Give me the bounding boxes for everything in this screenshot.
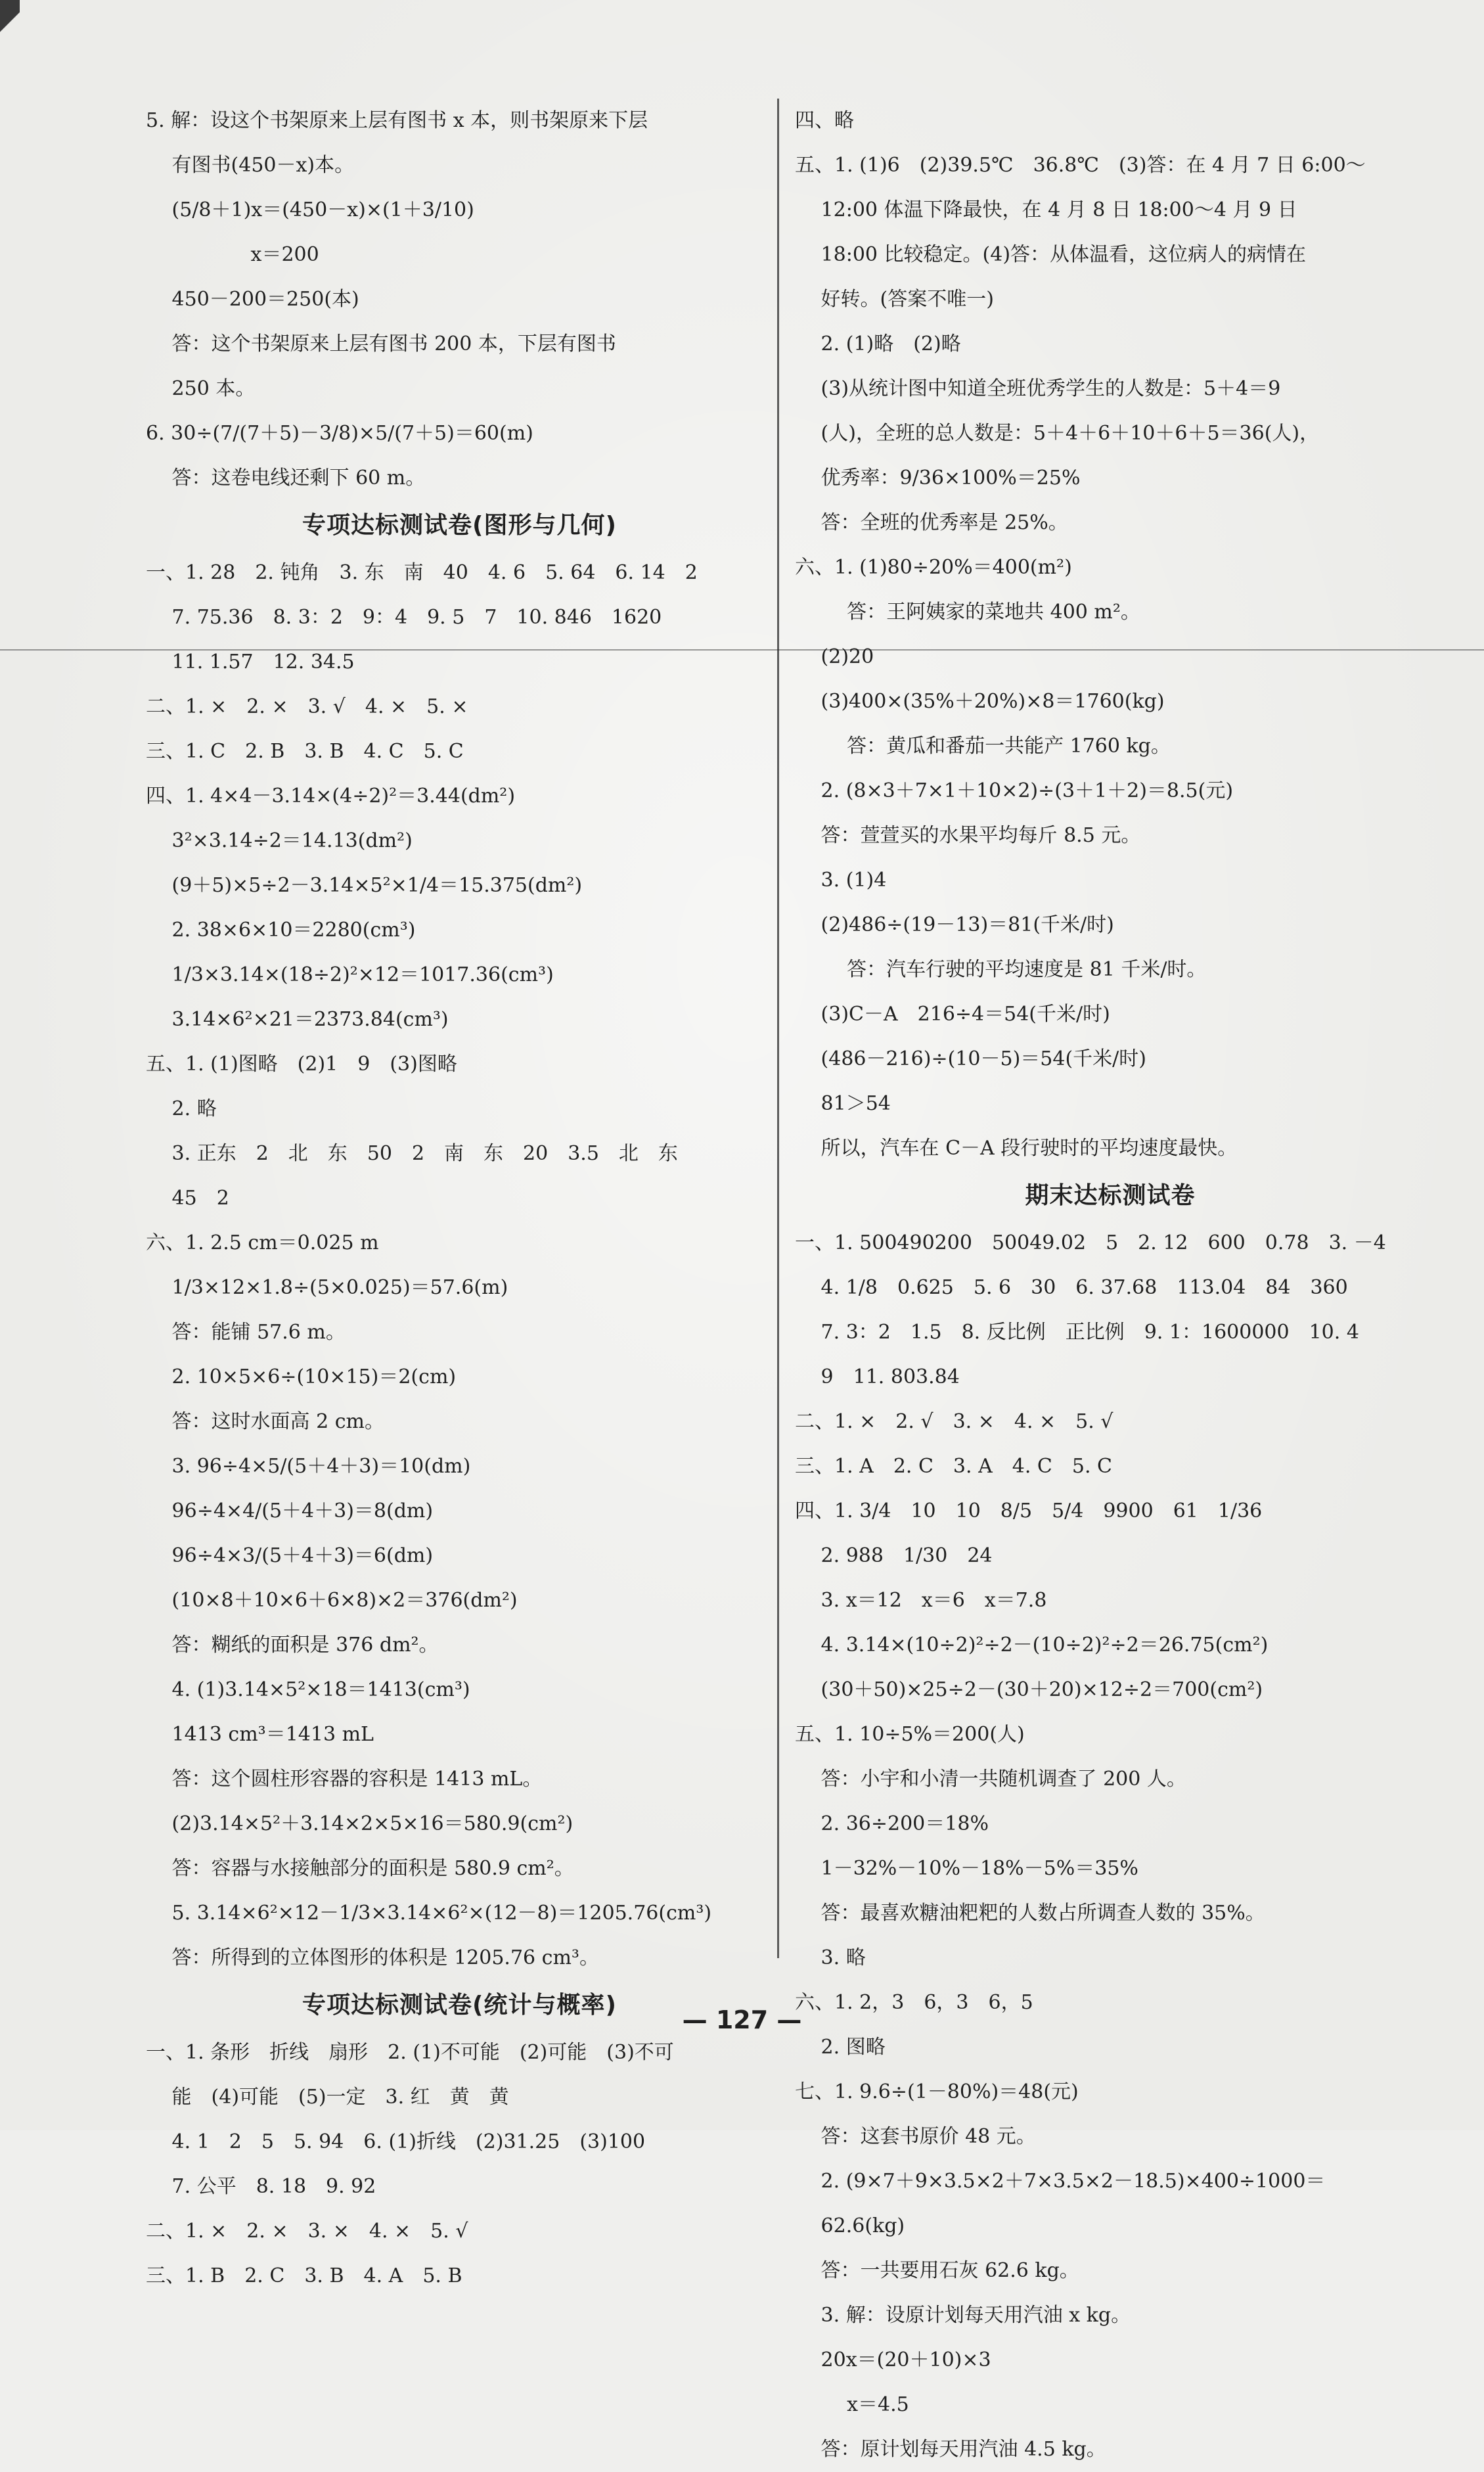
- answer-line: 四、1. 3/4 10 10 8/5 5/4 9900 61 1/36: [795, 1499, 1263, 1522]
- answer-line: 7. 3：2 1.5 8. 反比例 正比例 9. 1：1600000 10. 4: [795, 1321, 1359, 1344]
- answer-line: 9 11. 803.84: [795, 1365, 960, 1388]
- answer-line: 三、1. C 2. B 3. B 4. C 5. C: [146, 740, 464, 763]
- answer-line: 答：王阿姨家的菜地共 400 m²。: [795, 601, 1140, 624]
- answer-line: 2. (1)略 (2)略: [795, 332, 961, 355]
- answer-line: 450－200＝250(本): [146, 288, 359, 311]
- answer-line: x＝200: [146, 243, 319, 266]
- answer-line: 五、1. (1)图略 (2)1 9 (3)图略: [146, 1053, 457, 1076]
- answer-line: 2. 略: [146, 1097, 217, 1120]
- answer-line: 1/3×12×1.8÷(5×0.025)＝57.6(m): [146, 1276, 508, 1299]
- answer-line: 答：所得到的立体图形的体积是 1205.76 cm³。: [146, 1946, 599, 1969]
- section-heading: 专项达标测试卷(图形与几何): [302, 512, 617, 539]
- answer-line: 好转。(答案不唯一): [795, 288, 994, 311]
- answer-line: (10×8＋10×6＋6×8)×2＝376(dm²): [146, 1589, 518, 1612]
- answer-line: 答：黄瓜和番茄一共能产 1760 kg。: [795, 735, 1171, 758]
- answer-line: 2. 38×6×10＝2280(cm³): [146, 919, 416, 942]
- answer-line: 三、1. B 2. C 3. B 4. A 5. B: [146, 2264, 462, 2287]
- answer-line: 1－32%－10%－18%－5%＝35%: [795, 1857, 1138, 1880]
- answer-line: 3. 正东 2 北 东 50 2 南 东 20 3.5 北 东: [146, 1142, 678, 1165]
- answer-line: 答：糊纸的面积是 376 dm²。: [146, 1634, 439, 1657]
- answer-line: (2)3.14×5²＋3.14×2×5×16＝580.9(cm²): [146, 1812, 573, 1835]
- answer-line: (2)486÷(19－13)＝81(千米/时): [795, 913, 1114, 936]
- answer-line: 二、1. × 2. √ 3. × 4. × 5. √: [795, 1410, 1113, 1433]
- answer-line: 81＞54: [795, 1092, 891, 1115]
- answer-line: 答：汽车行驶的平均速度是 81 千米/时。: [795, 958, 1207, 981]
- answer-line: 一、1. 28 2. 钝角 3. 东 南 40 4. 6 5. 64 6. 14 2: [146, 561, 698, 584]
- answer-line: 6. 30÷(7/(7＋5)－3/8)×5/(7＋5)＝60(m): [146, 422, 533, 445]
- answer-line: 答：全班的优秀率是 25%。: [795, 511, 1068, 534]
- answer-line: 11. 1.57 12. 34.5: [146, 651, 355, 674]
- answer-line: x＝4.5: [795, 2393, 909, 2416]
- scan-corner-mark: [0, 0, 20, 59]
- answer-line: 4. 1/8 0.625 5. 6 30 6. 37.68 113.04 84 360: [795, 1276, 1348, 1299]
- answer-line: 2. 图略: [795, 2036, 886, 2059]
- answer-line: (3)400×(35%＋20%)×8＝1760(kg): [795, 690, 1165, 713]
- answer-line: 7. 公平 8. 18 9. 92: [146, 2175, 376, 2198]
- answer-line: 答：这个圆柱形容器的容积是 1413 mL。: [146, 1768, 543, 1791]
- answer-line: 4. 3.14×(10÷2)²÷2－(10÷2)²÷2＝26.75(cm²): [795, 1634, 1269, 1657]
- answer-line: 答：一共要用石灰 62.6 kg。: [795, 2259, 1079, 2282]
- answer-line: 答：萱萱买的水果平均每斤 8.5 元。: [795, 824, 1141, 847]
- answer-line: 五、1. 10÷5%＝200(人): [795, 1723, 1025, 1746]
- answer-line: 答：这时水面高 2 cm。: [146, 1410, 384, 1433]
- section-heading: 专项达标测试卷(统计与概率): [302, 1992, 617, 2019]
- answer-line: 3²×3.14÷2＝14.13(dm²): [146, 829, 413, 852]
- answer-line: 一、1. 条形 折线 扇形 2. (1)不可能 (2)可能 (3)不可: [146, 2041, 674, 2064]
- section-heading: 期末达标测试卷: [1025, 1182, 1196, 1209]
- answer-line: (9＋5)×5÷2－3.14×5²×1/4＝15.375(dm²): [146, 874, 583, 897]
- answer-line: 96÷4×4/(5＋4＋3)＝8(dm): [146, 1499, 434, 1522]
- answer-line: (3)从统计图中知道全班优秀学生的人数是：5＋4＝9: [795, 377, 1281, 400]
- answer-line: 96÷4×3/(5＋4＋3)＝6(dm): [146, 1544, 434, 1567]
- answer-line: (2)20: [795, 645, 874, 668]
- answer-line: 2. (9×7＋9×3.5×2＋7×3.5×2－18.5)×400÷1000＝: [795, 2170, 1326, 2193]
- answer-line: 一、1. 500490200 50049.02 5 2. 12 600 0.78 3. －4: [795, 1231, 1386, 1254]
- answer-line: 4. (1)3.14×5²×18＝1413(cm³): [146, 1678, 470, 1701]
- answer-line: 2. (8×3＋7×1＋10×2)÷(3＋1＋2)＝8.5(元): [795, 779, 1234, 802]
- answer-line: 62.6(kg): [795, 2214, 905, 2237]
- answer-line: 二、1. × 2. × 3. √ 4. × 5. ×: [146, 695, 468, 718]
- answer-line: 六、1. 2，3 6，3 6，5: [795, 1991, 1033, 2014]
- answer-line: 1/3×3.14×(18÷2)²×12＝1017.36(cm³): [146, 963, 554, 986]
- answer-line: 2. 988 1/30 24: [795, 1544, 993, 1567]
- answer-line: 45 2: [146, 1187, 229, 1210]
- answer-line: 3. 解：设原计划每天用汽油 x kg。: [795, 2304, 1131, 2327]
- answer-line: (人)，全班的总人数是：5＋4＋6＋10＋6＋5＝36(人)，: [795, 422, 1320, 445]
- right-column: [795, 99, 1426, 2472]
- answer-line: 二、1. × 2. × 3. × 4. × 5. √: [146, 2220, 468, 2243]
- answer-line: 答：这套书原价 48 元。: [795, 2125, 1036, 2148]
- answer-line: 12:00 体温下降最快，在 4 月 8 日 18:00～4 月 9 日: [795, 198, 1297, 221]
- answer-line: (3)C－A 216÷4＝54(千米/时): [795, 1003, 1110, 1026]
- answer-line: 四、略: [795, 109, 854, 132]
- answer-line: 3.14×6²×21＝2373.84(cm³): [146, 1008, 449, 1031]
- answer-line: 所以，汽车在 C－A 段行驶时的平均速度最快。: [795, 1137, 1238, 1160]
- answer-line: 六、1. 2.5 cm＝0.025 m: [146, 1231, 379, 1254]
- answer-line: 答：能铺 57.6 m。: [146, 1321, 346, 1344]
- column-divider: [777, 99, 779, 1958]
- answer-line: 3. 96÷4×5/(5＋4＋3)＝10(dm): [146, 1455, 471, 1478]
- answer-line: 5. 解：设这个书架原来上层有图书 x 本，则书架原来下层: [146, 109, 648, 132]
- answer-line: 三、1. A 2. C 3. A 4. C 5. C: [795, 1455, 1112, 1478]
- answer-line: 20x＝(20＋10)×3: [795, 2348, 991, 2371]
- answer-line: 答：容器与水接触部分的面积是 580.9 cm²。: [146, 1857, 574, 1880]
- answer-line: 六、1. (1)80÷20%＝400(m²): [795, 556, 1072, 579]
- answer-line: 7. 75.36 8. 3：2 9：4 9. 5 7 10. 846 1620: [146, 606, 662, 629]
- answer-line: 5. 3.14×6²×12－1/3×3.14×6²×(12－8)＝1205.76(cm³): [146, 1902, 712, 1925]
- answer-line: 3. x＝12 x＝6 x＝7.8: [795, 1589, 1047, 1612]
- answer-line: 18:00 比较稳定。(4)答：从体温看，这位病人的病情在: [795, 243, 1307, 266]
- answer-line: 1413 cm³＝1413 mL: [146, 1723, 374, 1746]
- answer-line: 4. 1 2 5 5. 94 6. (1)折线 (2)31.25 (3)100: [146, 2130, 646, 2153]
- answer-line: 优秀率：9/36×100%＝25%: [795, 467, 1081, 490]
- answer-line: 2. 36÷200＝18%: [795, 1812, 989, 1835]
- answer-line: (30＋50)×25÷2－(30＋20)×12÷2＝700(cm²): [795, 1678, 1263, 1701]
- answer-line: 四、1. 4×4－3.14×(4÷2)²＝3.44(dm²): [146, 785, 516, 808]
- answer-line: (5/8＋1)x＝(450－x)×(1＋3/10): [146, 198, 474, 221]
- answer-line: 五、1. (1)6 (2)39.5℃ 36.8℃ (3)答：在 4 月 7 日 6:00～: [795, 154, 1366, 177]
- answer-line: 七、1. 9.6÷(1－80%)＝48(元): [795, 2080, 1079, 2103]
- answer-line: 答：小宇和小清一共随机调查了 200 人。: [795, 1768, 1186, 1791]
- answer-line: 3. (1)4: [795, 869, 887, 892]
- answer-line: 答：这卷电线还剩下 60 m。: [146, 467, 426, 490]
- answer-line: 答：原计划每天用汽油 4.5 kg。: [795, 2438, 1106, 2461]
- answer-line: 答：这个书架原来上层有图书 200 本，下层有图书: [146, 332, 616, 355]
- answer-line: 3. 略: [795, 1946, 866, 1969]
- left-column: [146, 99, 773, 2299]
- page-number: — 127 —: [682, 2005, 802, 2034]
- answer-line: 250 本。: [146, 377, 256, 400]
- answer-line: 有图书(450－x)本。: [146, 154, 355, 177]
- answer-line: (486－216)÷(10－5)＝54(千米/时): [795, 1047, 1146, 1070]
- answer-line: 答：最喜欢糖油粑粑的人数占所调查人数的 35%。: [795, 1902, 1265, 1925]
- answer-line: 能 (4)可能 (5)一定 3. 红 黄 黄: [146, 2086, 509, 2109]
- answer-line: 2. 10×5×6÷(10×15)＝2(cm): [146, 1365, 457, 1388]
